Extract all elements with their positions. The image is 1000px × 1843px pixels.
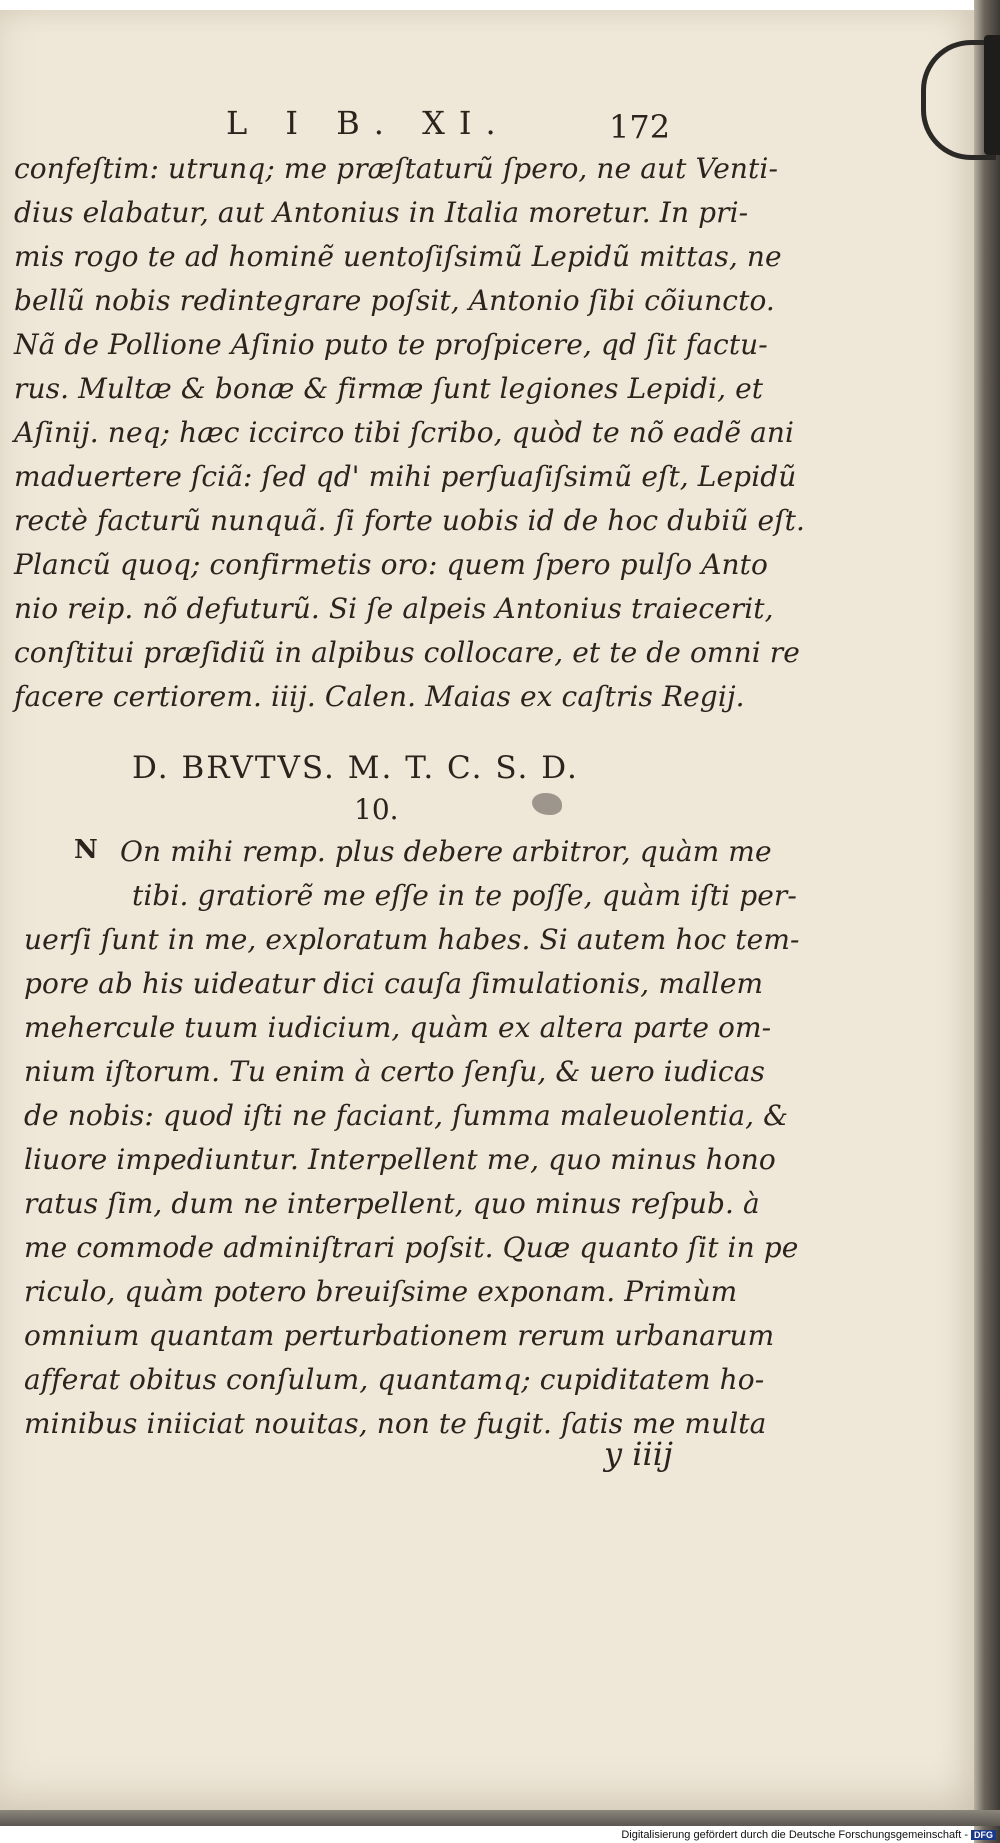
text-line: dius elabatur, aut Antonius in Italia moretur. In pri-: [14, 196, 749, 229]
text-line: minibus iniiciat nouitas, non te fugit. ſatis me multa: [24, 1407, 767, 1440]
text-line: facere certiorem. iiij. Calen. Maias ex caſtris Regij.: [14, 680, 745, 713]
text-line: me commode adminiſtrari poſsit. Quæ quanto ſit in pe: [24, 1231, 799, 1264]
text-line: omnium quantam perturbationem rerum urbanarum: [24, 1319, 775, 1352]
page-edge-shadow: [974, 0, 1000, 1843]
footer-text: Digitalisierung gefördert durch die Deutsche Forschungsgemeinschaft -: [621, 1829, 968, 1841]
text-line: conſtitui præſidiũ in alpibus collocare, et te de omni re: [14, 636, 800, 669]
scan-bottom-band: [0, 1810, 1000, 1826]
text-line: nium iſtorum. Tu enim à certo ſenſu, & uero iudicas: [24, 1055, 765, 1088]
text-line: bellũ nobis redintegrare poſsit, Antonio ſibi cõiuncto.: [14, 284, 775, 317]
printer-ornament: [532, 793, 562, 815]
text-line: de nobis: quod iſti ne faciant, ſumma maleuolentia, &: [24, 1099, 789, 1132]
text-line: uerſi ſunt in me, exploratum habes. Si autem hoc tem-: [24, 923, 800, 956]
text-line: maduertere ſciã: ſed qd' mihi perſuaſiſsimũ eſt, Lepidũ: [14, 460, 797, 493]
text-line: mis rogo te ad hominẽ uentoſiſsimũ Lepidũ mittas, ne: [14, 240, 782, 273]
letter-initial: N: [74, 835, 98, 865]
signature-mark: y iiij: [604, 1435, 673, 1473]
letter-number: 10.: [354, 793, 399, 826]
dfg-logo-icon: DFG: [971, 1830, 996, 1840]
text-line: rus. Multæ & bonæ & firmæ ſunt legiones Lepidi, et: [14, 372, 764, 405]
folio-number: 172: [609, 108, 671, 146]
text-line: nio reip. nõ defuturũ. Si ſe alpeis Antonius traiecerit,: [14, 592, 774, 625]
text-line: pore ab his uideatur dici cauſa ſimulationis, mallem: [24, 967, 764, 1000]
running-head: L I B. XI.: [226, 104, 510, 142]
text-line: riculo, quàm potero breuiſsime exponam. Primùm: [24, 1275, 738, 1308]
text-line: afferat obitus conſulum, quantamq; cupiditatem ho-: [24, 1363, 765, 1396]
text-line: Aſinij. neq; hæc iccirco tibi ſcribo, quòd te nõ eadẽ ani: [14, 416, 795, 449]
digitization-footer: [621, 1829, 996, 1841]
text-line: ratus ſim, dum ne interpellent, quo minus reſpub. à: [24, 1187, 760, 1220]
text-line: Plancũ quoq; confirmetis oro: quem ſpero pulſo Anto: [14, 548, 768, 581]
text-line: liuore impediuntur. Interpellent me, quo minus hono: [24, 1143, 776, 1176]
book-page: [0, 10, 982, 1810]
text-line: mehercule tuum iudicium, quàm ex altera parte om-: [24, 1011, 772, 1044]
text-line: Nã de Pollione Aſinio puto te proſpicere, qd ſit factu-: [14, 328, 768, 361]
book-clip-bar: [984, 35, 1000, 155]
text-line: On mihi remp. plus debere arbitror, quàm me: [120, 835, 772, 868]
text-line: confeſtim: utrunq; me præſtaturũ ſpero, ne aut Venti-: [14, 152, 779, 185]
text-line: rectè facturũ nunquã. ſi forte uobis id de hoc dubiũ eſt.: [14, 504, 806, 537]
text-line: tibi. gratiorẽ me eſſe in te poſſe, quàm iſti per-: [132, 879, 797, 912]
letter-heading: D. BRVTVS. M. T. C. S. D.: [132, 750, 579, 786]
